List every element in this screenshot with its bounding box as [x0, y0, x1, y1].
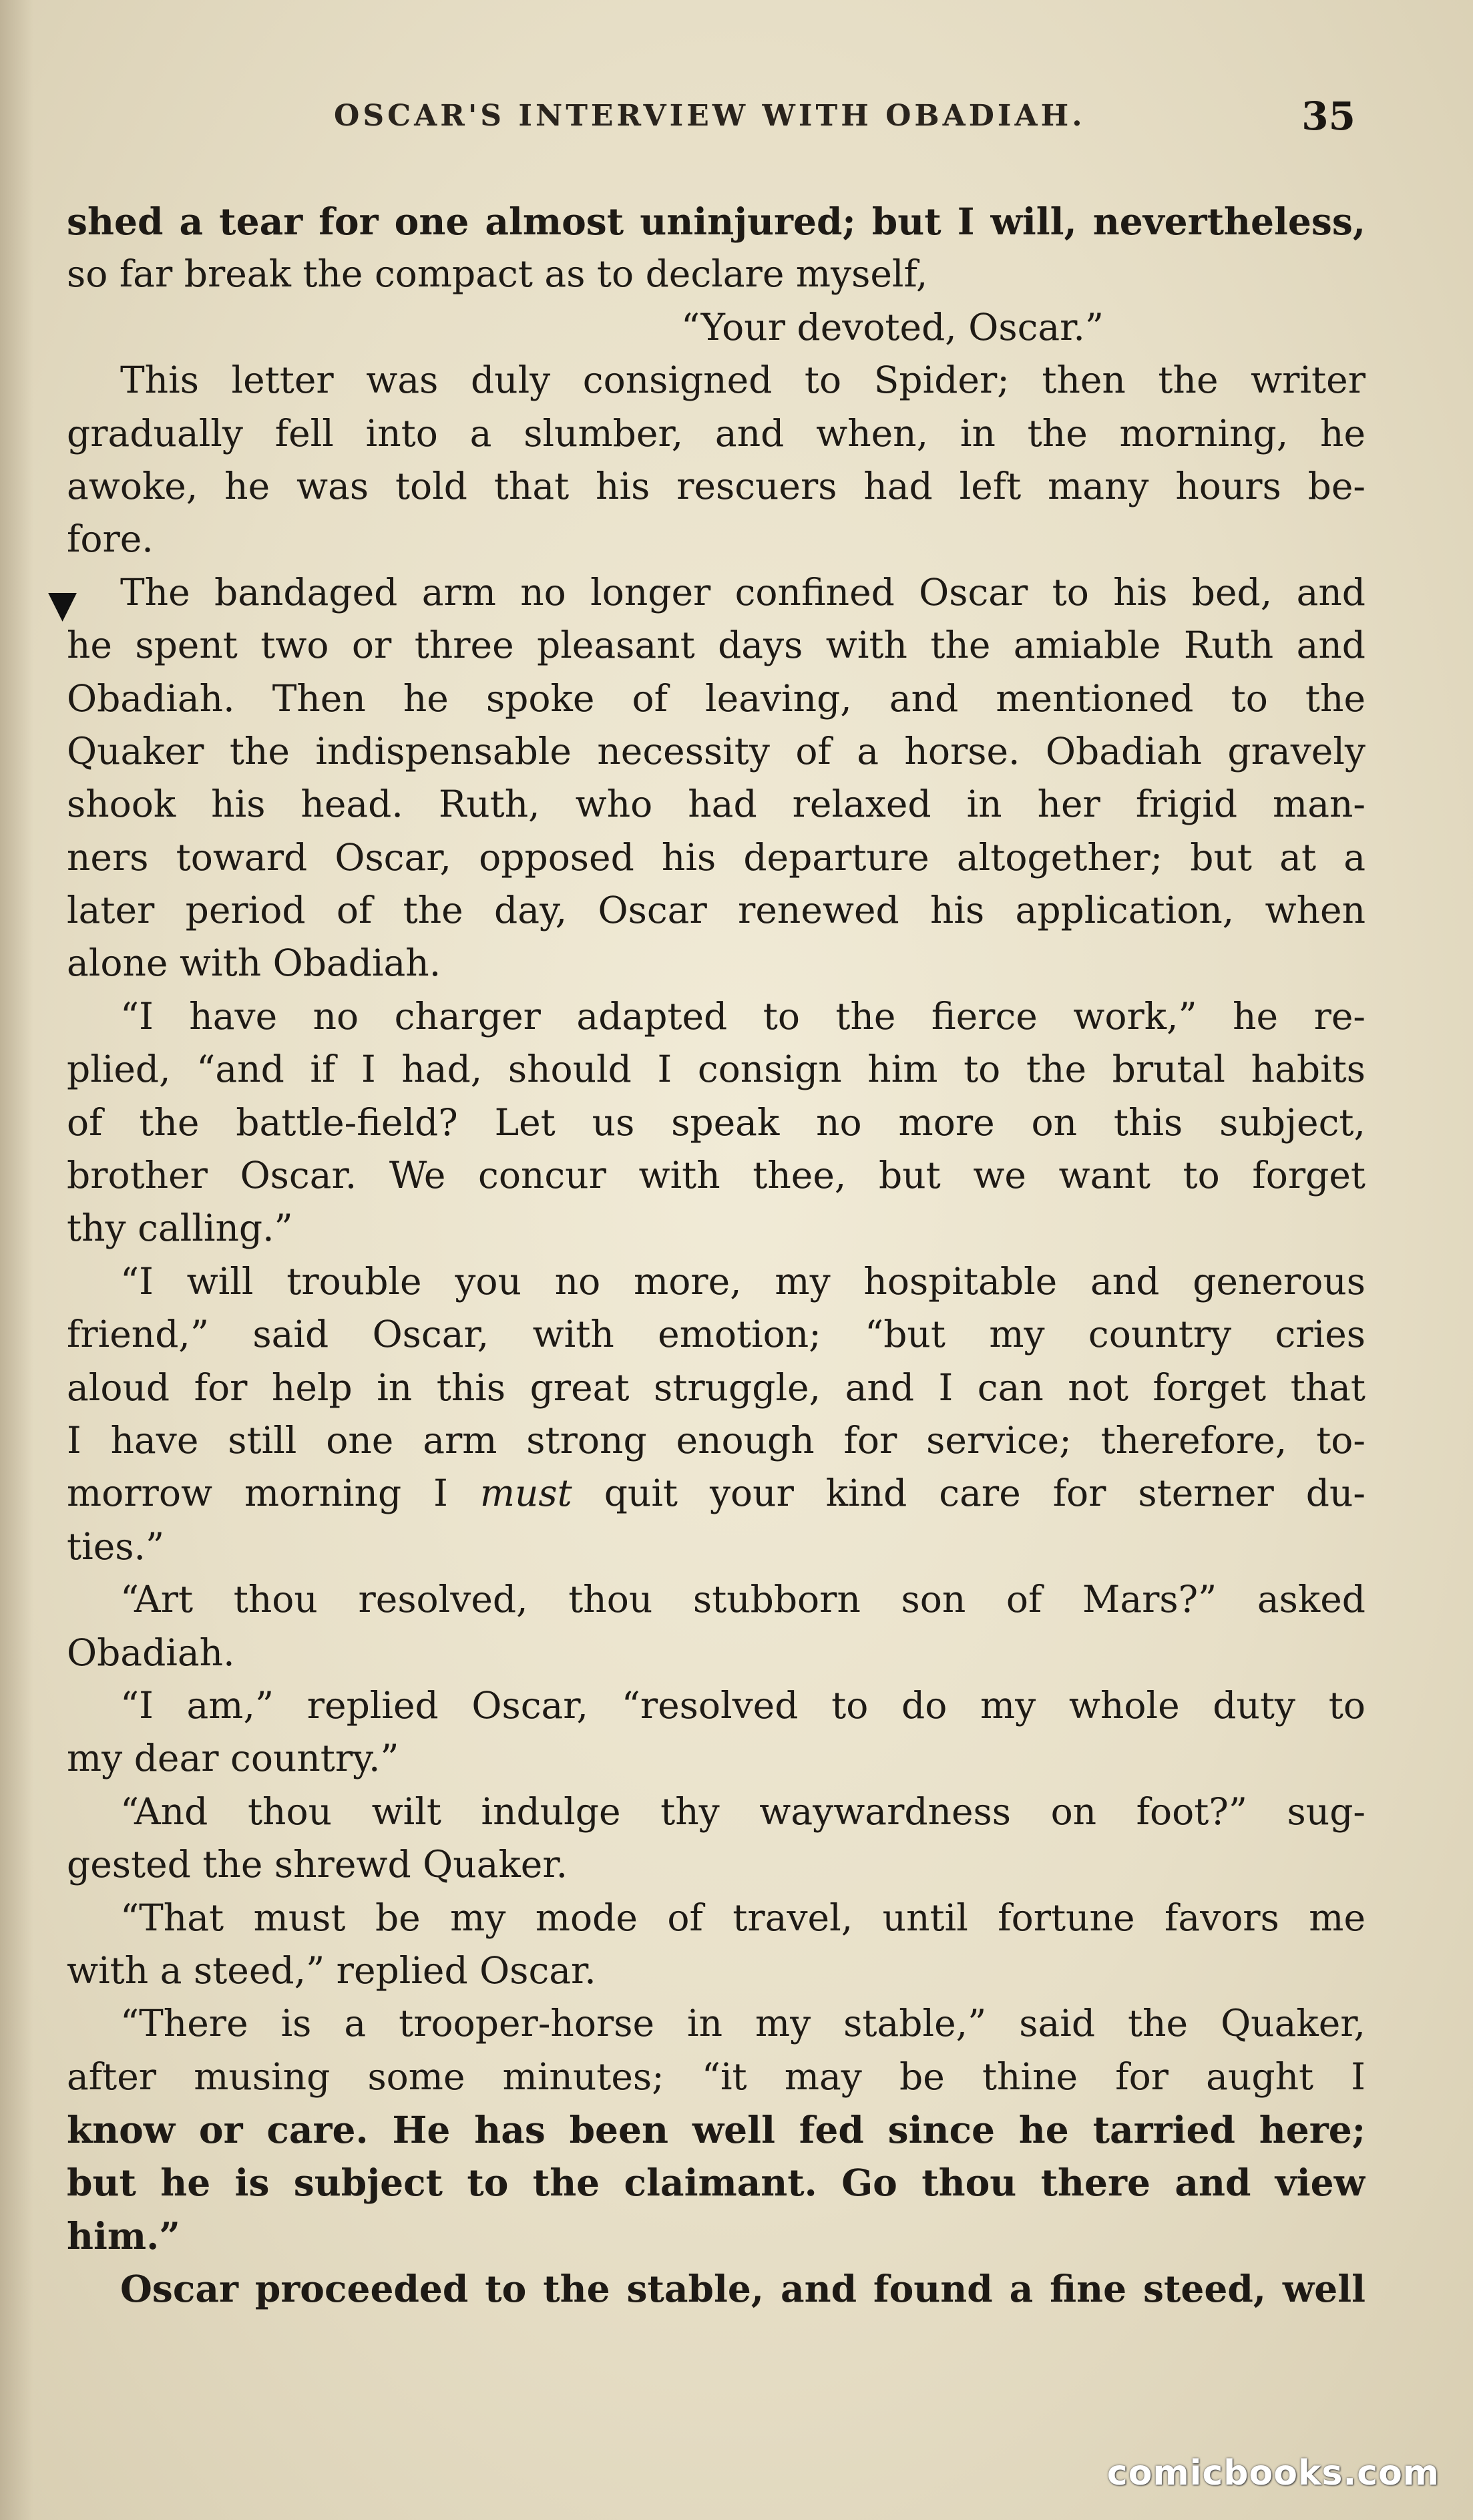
text-line: “I have no charger adapted to the fierce work,” he re-: [120, 994, 1365, 1038]
text-line: This letter was duly consigned to Spider; then the writer: [120, 359, 1365, 402]
margin-mark-icon: ▼: [48, 582, 77, 626]
text-line: “I am,” replied Oscar, “resolved to do my whole duty to: [120, 1683, 1365, 1727]
text-line: “That must be my mode of travel, until fortune favors me: [120, 1896, 1365, 1939]
text-line: of the battle-field? Let us speak no more on this subject,: [67, 1100, 1365, 1144]
text-line: ners toward Oscar, opposed his departure altogether; but at a: [67, 835, 1365, 879]
letter-signature: “Your devoted, Oscar.”: [681, 305, 1104, 349]
text-line: shook his head. Ruth, who had relaxed in her frigid man-: [67, 783, 1365, 826]
text-fragment: morrow morning I: [67, 1472, 448, 1515]
text-line: friend,” said Oscar, with emotion; “but my country cries: [67, 1313, 1365, 1356]
text-line: alone with Obadiah.: [67, 941, 441, 985]
page-number: 35: [1301, 93, 1355, 139]
text-line: so far break the compact as to declare myself,: [67, 252, 928, 296]
text-line: The bandaged arm no longer confined Oscar to his bed, and: [120, 570, 1365, 614]
text-line: Obadiah. Then he spoke of leaving, and mentioned to the: [67, 676, 1365, 720]
text-line: I have still one arm strong enough for service; therefore, to-: [67, 1418, 1365, 1462]
text-line: but he is subject to the claimant. Go thou there and view: [67, 2161, 1365, 2205]
text-line: fore.: [67, 517, 154, 561]
text-line: plied, “and if I had, should I consign him to the brutal habits: [67, 1048, 1365, 1091]
text-line: Quaker the indispensable necessity of a horse. Obadiah gravely: [67, 729, 1365, 773]
text-line: Obadiah.: [67, 1631, 235, 1674]
text-line: him.”: [67, 2214, 180, 2258]
text-line: [67, 1467, 1365, 1520]
text-line: shed a tear for one almost uninjured; but I will, nevertheless,: [67, 200, 1365, 243]
text-line: thy calling.”: [67, 1207, 293, 1250]
text-line: brother Oscar. We concur with thee, but we want to forget: [67, 1154, 1365, 1197]
text-line: “Art thou resolved, thou stubborn son of Mars?” asked: [120, 1578, 1365, 1621]
text-line: aloud for help in this great struggle, and I can not forget that: [67, 1366, 1365, 1409]
text-fragment: quit your kind care for sterner du-: [604, 1472, 1365, 1515]
page-header: [67, 93, 1355, 147]
text-line: with a steed,” replied Oscar.: [67, 1948, 596, 1992]
text-line: gested the shrewd Quaker.: [67, 1843, 568, 1886]
emphasis-text: must: [479, 1472, 572, 1515]
text-line: gradually fell into a slumber, and when, in the morning, he: [67, 411, 1365, 455]
text-line: “There is a trooper-horse in my stable,” said the Quaker,: [120, 2002, 1365, 2045]
text-line: later period of the day, Oscar renewed his application, when: [67, 889, 1365, 932]
text-line: know or care. He has been well fed since he tarried here;: [67, 2108, 1365, 2152]
text-line: after musing some minutes; “it may be thine for aught I: [67, 2055, 1365, 2098]
text-line: awoke, he was told that his rescuers had left many hours be-: [67, 464, 1365, 507]
text-line: Oscar proceeded to the stable, and found a fine steed, well: [120, 2267, 1365, 2311]
body-text: [67, 195, 1365, 2316]
text-line: my dear country.”: [67, 1737, 399, 1780]
text-line: ties.”: [67, 1524, 165, 1568]
text-line: “I will trouble you no more, my hospitable and generous: [120, 1259, 1365, 1303]
site-watermark: comicbooks.com: [1106, 2453, 1440, 2493]
text-line: “And thou wilt indulge thy waywardness on foot?” sug-: [120, 1790, 1365, 1833]
running-title: OSCAR'S INTERVIEW WITH OBADIAH.: [334, 99, 1086, 133]
text-line: he spent two or three pleasant days with the amiable Ruth and: [67, 624, 1365, 667]
